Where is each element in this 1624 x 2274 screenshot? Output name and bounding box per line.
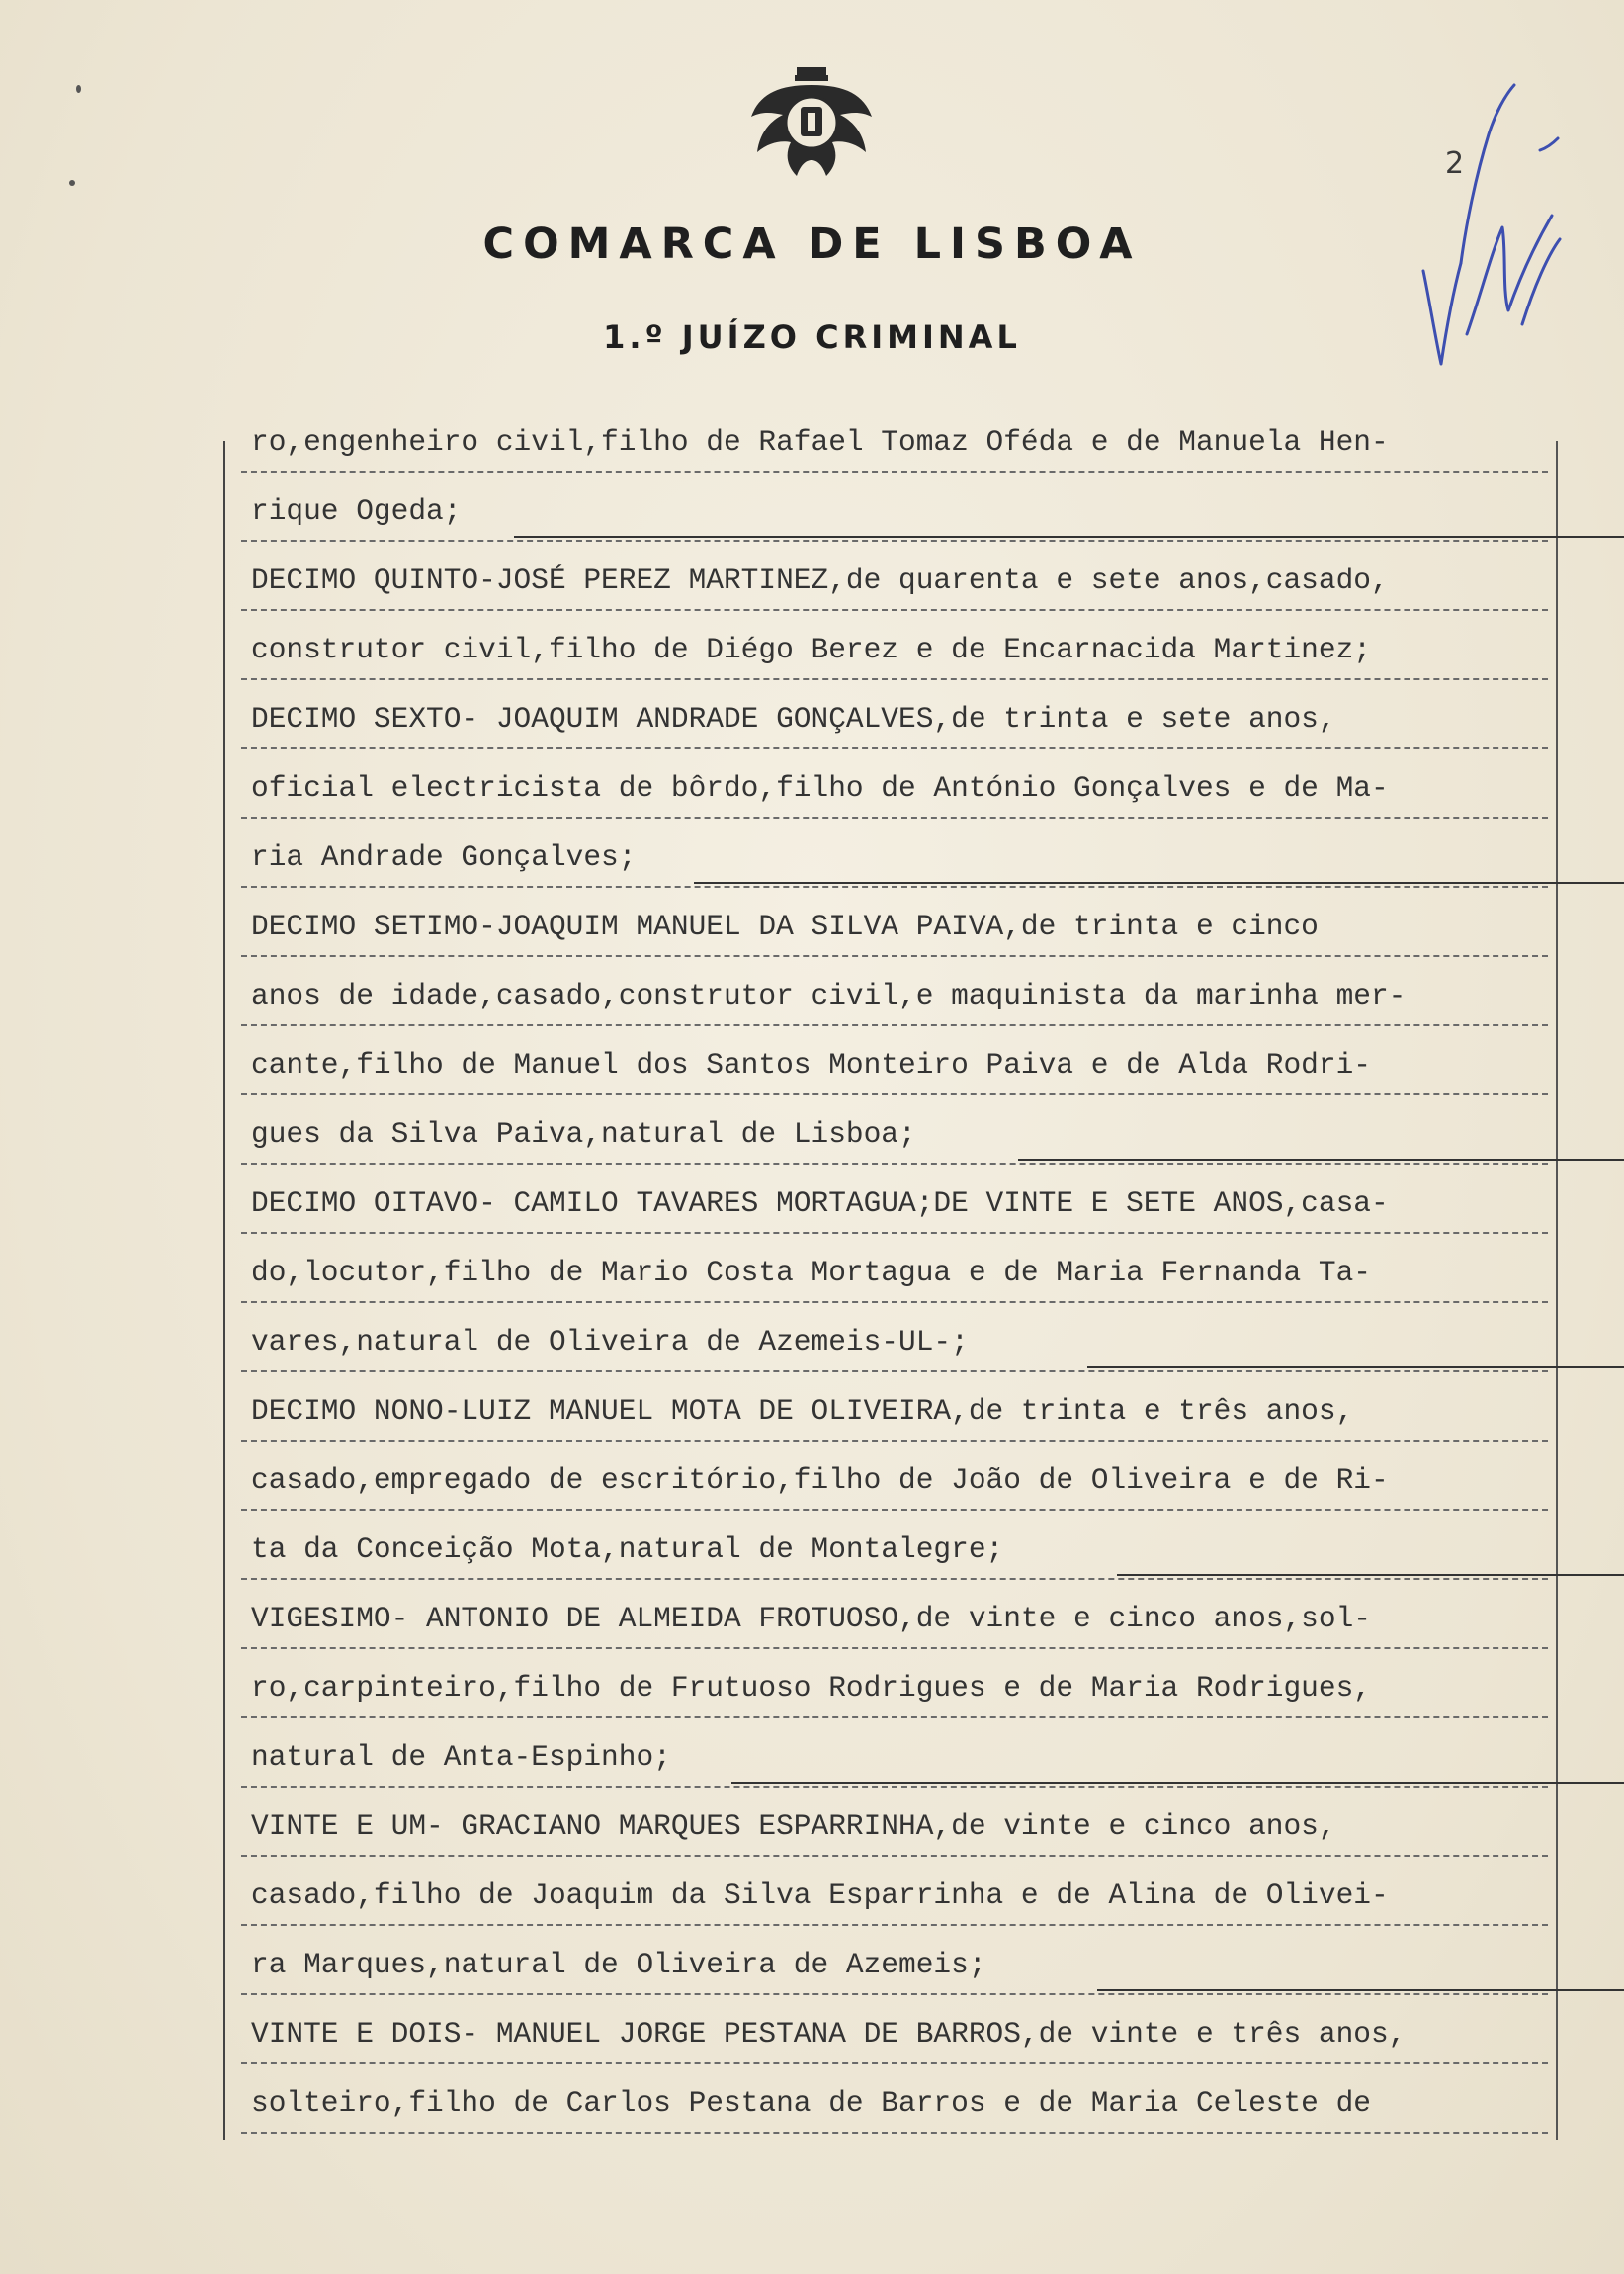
page-number: 2 bbox=[1445, 146, 1465, 181]
text-line: natural de Anta-Espinho; bbox=[247, 1722, 1542, 1792]
text-line: anos de idade,casado,construtor civil,e maquinista da marinha mer- bbox=[247, 961, 1542, 1030]
text-line: ra Marques,natural de Oliveira de Azemeis; bbox=[247, 1930, 1542, 1999]
text-line: VINTE E UM- GRACIANO MARQUES ESPARRINHA,de vinte e cinco anos, bbox=[247, 1792, 1542, 1861]
text-line: do,locutor,filho de Mario Costa Mortagua e de Maria Fernanda Ta- bbox=[247, 1238, 1542, 1307]
text-line: rique Ogeda; bbox=[247, 477, 1542, 546]
text-line: solteiro,filho de Carlos Pestana de Barros e de Maria Celeste de bbox=[247, 2068, 1542, 2138]
text-line: VIGESIMO- ANTONIO DE ALMEIDA FROTUOSO,de vinte e cinco anos,sol- bbox=[247, 1584, 1542, 1653]
paper-mark bbox=[69, 180, 75, 186]
text-line: DECIMO QUINTO-JOSÉ PEREZ MARTINEZ,de quarenta e sete anos,casado, bbox=[247, 546, 1542, 615]
text-line: ro,carpinteiro,filho de Frutuoso Rodrigues e de Maria Rodrigues, bbox=[247, 1653, 1542, 1722]
text-line: DECIMO SETIMO-JOAQUIM MANUEL DA SILVA PAIVA,de trinta e cinco bbox=[247, 892, 1542, 961]
text-line: cante,filho de Manuel dos Santos Monteiro Paiva e de Alda Rodri- bbox=[247, 1030, 1542, 1099]
text-line: ria Andrade Gonçalves; bbox=[247, 823, 1542, 892]
text-line: ro,engenheiro civil,filho de Rafael Tomaz Oféda e de Manuela Hen- bbox=[247, 407, 1542, 477]
text-line: gues da Silva Paiva,natural de Lisboa; bbox=[247, 1099, 1542, 1169]
coat-of-arms-seal bbox=[737, 65, 886, 184]
text-line: vares,natural de Oliveira de Azemeis-UL-; bbox=[247, 1307, 1542, 1376]
text-line: DECIMO SEXTO- JOAQUIM ANDRADE GONÇALVES,de trinta e sete anos, bbox=[247, 684, 1542, 753]
left-margin-rule bbox=[223, 441, 225, 2140]
text-line: DECIMO OITAVO- CAMILO TAVARES MORTAGUA;DE VINTE E SETE ANOS,casa- bbox=[247, 1169, 1542, 1238]
court-section: 1.º JUÍZO CRIMINAL bbox=[603, 318, 1021, 356]
text-line: casado,filho de Joaquim da Silva Esparrinha e de Alina de Olivei- bbox=[247, 1861, 1542, 1930]
court-title: COMARCA DE LISBOA bbox=[482, 219, 1142, 269]
text-line: DECIMO NONO-LUIZ MANUEL MOTA DE OLIVEIRA,de trinta e três anos, bbox=[247, 1376, 1542, 1445]
text-line: construtor civil,filho de Diégo Berez e de Encarnacida Martinez; bbox=[247, 615, 1542, 684]
text-line: VINTE E DOIS- MANUEL JORGE PESTANA DE BARROS,de vinte e três anos, bbox=[247, 1999, 1542, 2068]
paper-mark bbox=[76, 85, 81, 93]
text-line: oficial electricista de bôrdo,filho de António Gonçalves e de Ma- bbox=[247, 753, 1542, 823]
text-line: casado,empregado de escritório,filho de João de Oliveira e de Ri- bbox=[247, 1445, 1542, 1515]
handwritten-signature bbox=[1411, 77, 1589, 374]
text-line: ta da Conceição Mota,natural de Montalegre; bbox=[247, 1515, 1542, 1584]
right-margin-rule bbox=[1556, 441, 1558, 2140]
